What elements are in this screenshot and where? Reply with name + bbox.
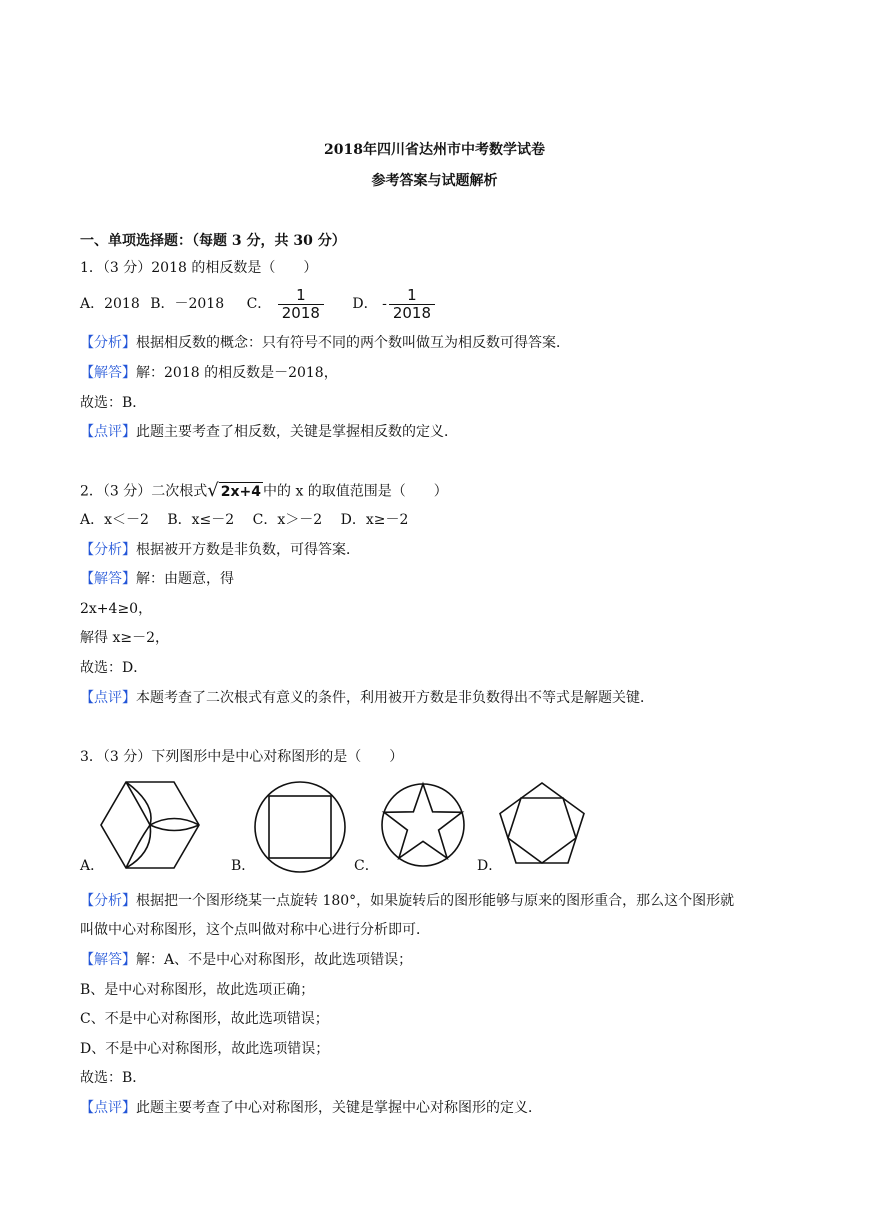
q2-solution: [80, 570, 234, 588]
q2-stem-start: 2．（3 分）二次根式: [80, 483, 208, 500]
comment-tag: 【点评】: [80, 424, 136, 440]
q3-analysis-line2: 叫做中心对称图形，这个点叫做对称中心进行分析即可．: [80, 922, 430, 938]
q2-analysis: [80, 541, 360, 559]
q3-analysis-line1: [80, 892, 734, 910]
figure-b-circle-square: [253, 780, 347, 874]
q3-solution: [80, 951, 412, 969]
figure-c-label: C．: [354, 858, 379, 874]
solution-tag: 【解答】: [80, 365, 136, 381]
figure-b-label: B．: [231, 858, 256, 874]
q2-choice: 故选：D．: [80, 660, 148, 676]
q1-option-b: B．－2018: [150, 296, 225, 312]
radicand: 2x+4: [220, 484, 261, 500]
figure-a-hexagon-petals: [98, 780, 202, 870]
q1-solution: [80, 364, 338, 382]
comment-tag: 【点评】: [80, 1100, 136, 1116]
q1-stem: 1．（3 分）2018 的相反数是（ ）: [80, 260, 318, 276]
figure-c-circle-star: [380, 780, 466, 868]
comment-tag: 【点评】: [80, 690, 136, 706]
q1-option-a: A．2018: [80, 296, 140, 312]
q1-choice: 故选：B．: [80, 395, 147, 411]
q3-solution-c: C、不是中心对称图形，故此选项错误；: [80, 1011, 329, 1027]
analysis-text: 根据相反数的概念：只有符号不同的两个数叫做互为相反数可得答案．: [136, 335, 570, 351]
q3-solution-d: D、不是中心对称图形，故此选项错误；: [80, 1041, 330, 1057]
fraction-numerator: 1: [389, 287, 435, 305]
solution-text: 解：A、不是中心对称图形，故此选项错误；: [136, 952, 413, 968]
q1-analysis: [80, 334, 570, 352]
minus-sign: -: [382, 296, 387, 312]
analysis-tag: 【分析】: [80, 893, 136, 909]
section-heading: 一、单项选择题：（每题 3 分，共 30 分）: [80, 233, 346, 249]
figure-d-label: D．: [477, 858, 503, 874]
figure-d-nested-pentagons: [497, 780, 587, 870]
document-title: 2018年四川省达州市中考数学试卷: [324, 142, 545, 158]
analysis-tag: 【分析】: [80, 335, 136, 351]
q1-fraction-d: [389, 287, 435, 322]
q2-step2: 解得 x≥－2，: [80, 630, 169, 646]
comment-text: 此题主要考查了相反数，关键是掌握相反数的定义．: [136, 424, 458, 440]
analysis-text: 根据被开方数是非负数，可得答案．: [136, 542, 360, 558]
comment-text: 此题主要考查了中心对称图形，关键是掌握中心对称图形的定义．: [136, 1100, 542, 1116]
analysis-text: 根据把一个图形绕某一点旋转 180°，如果旋转后的图形能够与原来的图形重合，那么这个图形就: [136, 893, 735, 909]
q1-fraction-c: [278, 287, 324, 322]
q3-choice: 故选：B．: [80, 1070, 147, 1086]
document-subtitle: 参考答案与试题解析: [371, 173, 498, 189]
solution-tag: 【解答】: [80, 571, 136, 587]
analysis-tag: 【分析】: [80, 542, 136, 558]
fraction-denominator: 2018: [392, 303, 431, 322]
q2-comment: [80, 689, 654, 707]
square-root: [207, 482, 263, 501]
radical-sign: √: [207, 480, 219, 501]
solution-text: 解：由题意，得: [136, 571, 234, 587]
figure-a-label: A．: [80, 858, 105, 874]
solution-text: 解：2018 的相反数是－2018，: [136, 365, 338, 381]
comment-text: 本题考查了二次根式有意义的条件，利用被开方数是非负数得出不等式是解题关键．: [136, 690, 654, 706]
fraction-denominator: 2018: [281, 303, 320, 322]
q1-option-c: C．: [246, 296, 272, 312]
q1-comment: [80, 423, 458, 441]
q3-stem: 3．（3 分）下列图形中是中心对称图形的是（ ）: [80, 749, 404, 765]
q3-solution-b: B、是中心对称图形，故此选项正确；: [80, 982, 315, 998]
q3-comment: [80, 1099, 542, 1117]
q2-options: A．x＜－2 B．x≤－2 C．x＞－2 D．x≥－2: [80, 512, 409, 528]
q2-stem-end: 中的 x 的取值范围是（ ）: [263, 483, 448, 500]
fraction-numerator: 1: [278, 287, 324, 305]
q1-option-d: D．: [352, 296, 378, 312]
solution-tag: 【解答】: [80, 952, 136, 968]
q2-stem: [80, 482, 448, 501]
q1-options: [80, 286, 437, 326]
q2-step1: 2x+4≥0，: [80, 601, 153, 617]
